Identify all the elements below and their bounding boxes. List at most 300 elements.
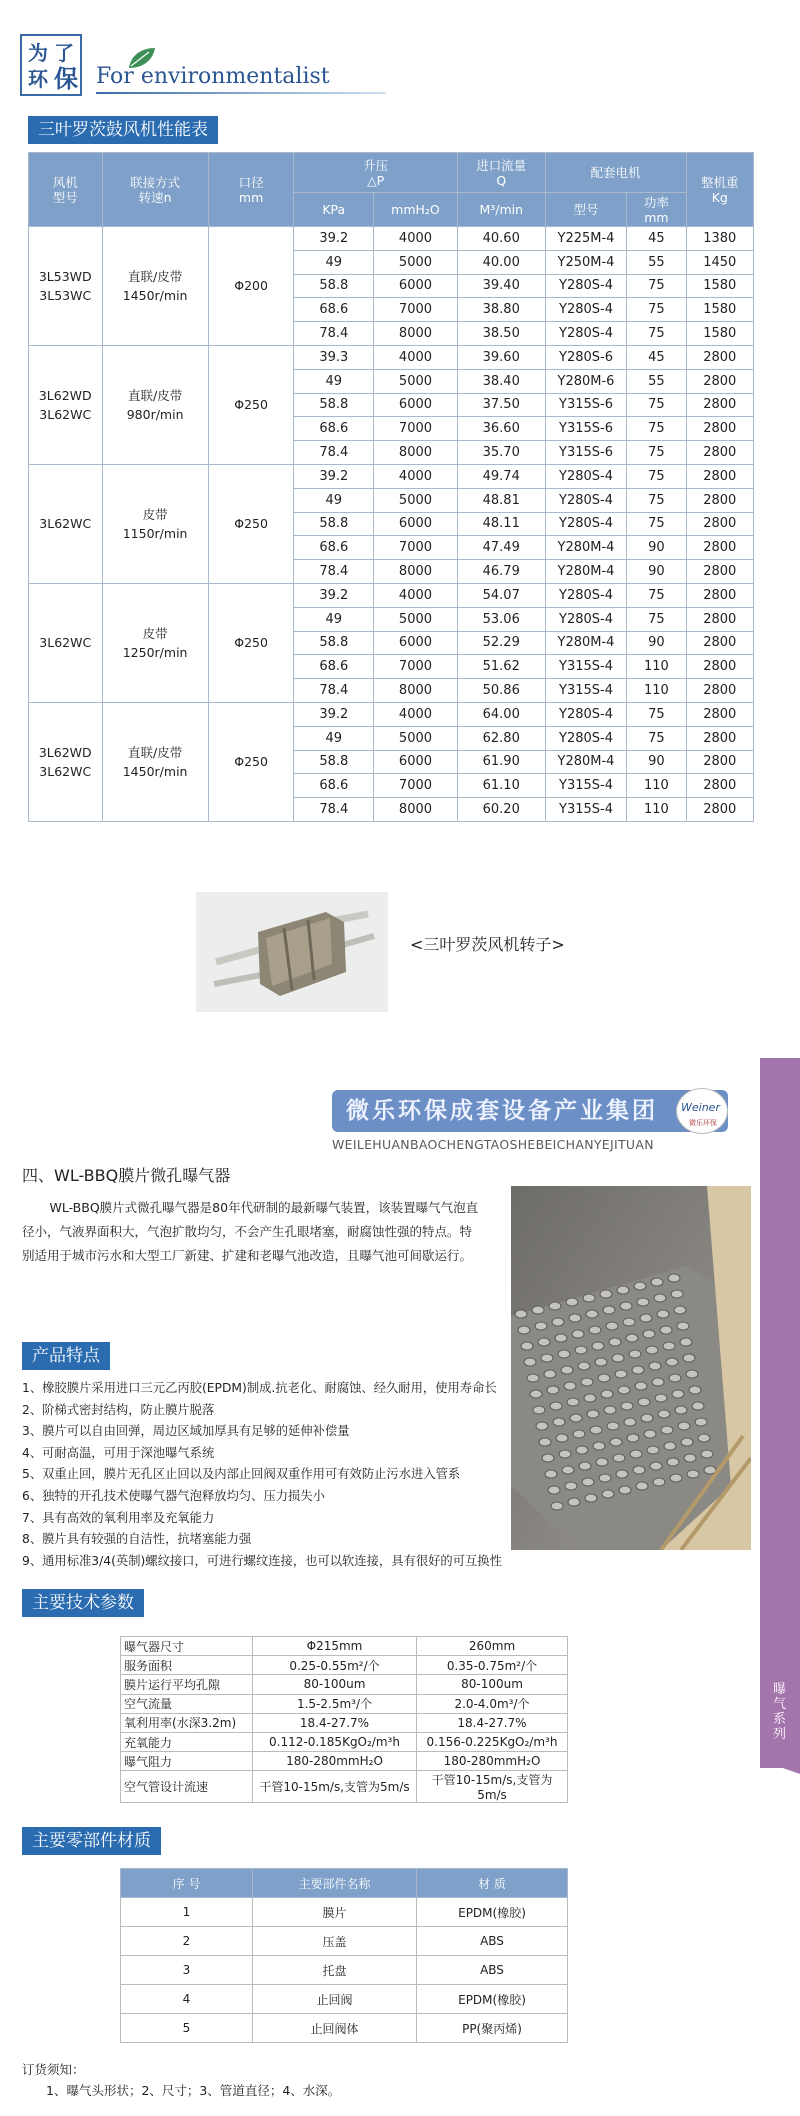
- table-row: [121, 2014, 568, 2043]
- aerator-disk: [660, 1326, 672, 1334]
- table-cell: 2800: [686, 560, 753, 584]
- table-cell: 78.4: [294, 679, 374, 703]
- aerator-disk: [573, 1430, 585, 1438]
- column-header-motor-model: 型号: [545, 193, 627, 227]
- table-cell: 58.8: [294, 750, 374, 774]
- table-cell: 75: [627, 726, 686, 750]
- aerator-disk: [657, 1310, 669, 1318]
- aerator-disk: [658, 1410, 670, 1418]
- side-category-bar: [760, 1058, 800, 1768]
- aerator-disk: [610, 1438, 622, 1446]
- aerator-disk: [561, 1366, 573, 1374]
- table-cell: 61.90: [457, 750, 545, 774]
- aerator-disk: [607, 1422, 619, 1430]
- aerator-disk: [586, 1310, 598, 1318]
- table-cell: 2800: [686, 369, 753, 393]
- logo-char: 为: [28, 41, 48, 65]
- aerator-disk: [646, 1346, 658, 1354]
- table-cell: 4000: [374, 464, 458, 488]
- table-row: [121, 1752, 568, 1771]
- table-cell: Y315S-6: [545, 441, 627, 465]
- aerator-disk: [672, 1390, 684, 1398]
- aerator-disk: [629, 1350, 641, 1358]
- table-cell: 5000: [374, 726, 458, 750]
- table-cell: 90: [627, 631, 686, 655]
- table-cell: Y280S-4: [545, 607, 627, 631]
- performance-table: [28, 152, 754, 822]
- header-text: 功率 mm: [643, 194, 669, 225]
- table-row: [29, 583, 754, 607]
- aerator-disk: [618, 1386, 630, 1394]
- table-cell: 7000: [374, 655, 458, 679]
- table-cell: 55: [627, 250, 686, 274]
- aerator-disk: [596, 1458, 608, 1466]
- table-cell: 49: [294, 607, 374, 631]
- table-cell: 39.3: [294, 345, 374, 369]
- spec-value: 180-280mmH₂O: [253, 1752, 417, 1771]
- table-cell: Y280S-4: [545, 274, 627, 298]
- spec-value: 0.112-0.185KgO₂/m³h: [253, 1732, 417, 1751]
- header-text: 进口流量 Q: [476, 157, 527, 188]
- column-header-index: 序 号: [121, 1869, 253, 1898]
- table-cell: 5000: [374, 607, 458, 631]
- aerator-disk: [604, 1406, 616, 1414]
- aerator-disk: [623, 1318, 635, 1326]
- table-cell: 40.60: [457, 227, 545, 251]
- table-cell: 49.74: [457, 464, 545, 488]
- divider: [96, 92, 386, 94]
- column-header-motor: [545, 153, 686, 193]
- aerator-disk: [581, 1378, 593, 1386]
- header-text: 整机重 Kg: [701, 174, 739, 205]
- table-cell: Y280S-4: [545, 322, 627, 346]
- aerator-disk: [547, 1386, 559, 1394]
- feature-item: 7、具有高效的氧利用率及充氧能力: [22, 1510, 215, 1525]
- table-cell: 2800: [686, 393, 753, 417]
- table-cell: 2800: [686, 607, 753, 631]
- aerator-disk: [542, 1454, 554, 1462]
- performance-table-body: [29, 227, 754, 822]
- table-cell: 78.4: [294, 322, 374, 346]
- table-cell: 止回阀: [253, 1985, 417, 2014]
- table-cell: Y280M-4: [545, 631, 627, 655]
- emblem-sub: 微乐环保: [689, 1119, 717, 1127]
- table-cell: 40.00: [457, 250, 545, 274]
- spec-table: [120, 1636, 568, 1803]
- table-cell: 54.07: [457, 583, 545, 607]
- table-cell: 38.50: [457, 322, 545, 346]
- table-cell: 4: [121, 1985, 253, 2014]
- spec-value: 0.156-0.225KgO₂/m³h: [417, 1732, 568, 1751]
- table-cell: 2800: [686, 345, 753, 369]
- table-cell: Y280S-6: [545, 345, 627, 369]
- table-row: [121, 1656, 568, 1675]
- brand-tagline: For environmentalist: [96, 64, 330, 89]
- table-cell: 90: [627, 560, 686, 584]
- aerator-disk: [583, 1294, 595, 1302]
- aerator-disk: [582, 1478, 594, 1486]
- header-text: 配套电机: [590, 165, 641, 180]
- aerator-disk: [550, 1402, 562, 1410]
- section-title-performance: 三叶罗茨鼓风机性能表: [28, 116, 218, 144]
- header-text: 联接方式 转速n: [130, 174, 181, 205]
- table-cell: 2800: [686, 417, 753, 441]
- aerator-disk: [636, 1482, 648, 1490]
- aerator-disk: [567, 1398, 579, 1406]
- column-header-weight: [686, 153, 753, 227]
- spec-value: 干管10-15m/s,支管为5m/s: [253, 1771, 417, 1803]
- table-cell: 4000: [374, 583, 458, 607]
- aerator-disk: [593, 1442, 605, 1450]
- parts-table: [120, 1868, 568, 2043]
- aerator-disk: [667, 1458, 679, 1466]
- table-cell: 5000: [374, 488, 458, 512]
- table-cell: 2800: [686, 441, 753, 465]
- table-cell: 8000: [374, 560, 458, 584]
- aerator-disk: [617, 1286, 629, 1294]
- aerator-disk: [556, 1434, 568, 1442]
- feature-item: 2、阶梯式密封结构，防止膜片脱落: [22, 1402, 215, 1417]
- table-cell: 110: [627, 774, 686, 798]
- table-cell: 75: [627, 322, 686, 346]
- aerator-disk: [640, 1314, 652, 1322]
- aerator-disk: [606, 1322, 618, 1330]
- table-cell: 39.2: [294, 702, 374, 726]
- section-title-specs: 主要技术参数: [22, 1589, 144, 1617]
- table-cell: 75: [627, 607, 686, 631]
- table-cell: 52.29: [457, 631, 545, 655]
- table-cell: 39.2: [294, 464, 374, 488]
- spec-table-body: [121, 1637, 568, 1803]
- table-cell: Y250M-4: [545, 250, 627, 274]
- table-cell: 60.20: [457, 798, 545, 822]
- table-cell: 5: [121, 2014, 253, 2043]
- table-cell: Y315S-4: [545, 679, 627, 703]
- aerator-disk: [649, 1362, 661, 1370]
- table-cell: 90: [627, 536, 686, 560]
- table-cell: 39.40: [457, 274, 545, 298]
- aerator-disk: [602, 1490, 614, 1498]
- aerator-disk: [684, 1454, 696, 1462]
- aerator-disk: [615, 1370, 627, 1378]
- table-cell: 75: [627, 702, 686, 726]
- parts-table-body: [121, 1898, 568, 2043]
- aerator-disk: [551, 1502, 563, 1510]
- brand-logo: [20, 34, 82, 96]
- table-cell: 6000: [374, 274, 458, 298]
- table-cell: 2800: [686, 464, 753, 488]
- aerator-disk: [686, 1370, 698, 1378]
- side-category-label: 曝气系列: [773, 1682, 787, 1742]
- table-cell: 75: [627, 393, 686, 417]
- table-cell: 2800: [686, 488, 753, 512]
- aerator-disk: [681, 1438, 693, 1446]
- table-cell: 90: [627, 750, 686, 774]
- table-cell: 55: [627, 369, 686, 393]
- table-cell: 2800: [686, 750, 753, 774]
- column-header-material: 材 质: [417, 1869, 568, 1898]
- column-header-drive: [102, 153, 208, 227]
- table-cell: 36.60: [457, 417, 545, 441]
- cell-bore: Φ200: [208, 227, 294, 346]
- table-cell: 75: [627, 488, 686, 512]
- aerator-disk: [539, 1438, 551, 1446]
- aerator-disk: [532, 1306, 544, 1314]
- aerator-disk: [654, 1294, 666, 1302]
- table-cell: 2800: [686, 679, 753, 703]
- table-row: [29, 464, 754, 488]
- table-cell: 2800: [686, 702, 753, 726]
- table-row: [121, 1985, 568, 2014]
- spec-value: 干管10-15m/s,支管为5m/s: [417, 1771, 568, 1803]
- aerator-disk: [620, 1302, 632, 1310]
- aerator-disk: [545, 1470, 557, 1478]
- table-cell: 53.06: [457, 607, 545, 631]
- spec-value: 180-280mmH₂O: [417, 1752, 568, 1771]
- spec-label: 曝气阻力: [121, 1752, 253, 1771]
- column-header-model: [29, 153, 103, 227]
- aerator-disk: [630, 1450, 642, 1458]
- table-cell: 7000: [374, 417, 458, 441]
- aerator-disk: [592, 1342, 604, 1350]
- aerator-disk: [584, 1394, 596, 1402]
- aerator-disk: [641, 1414, 653, 1422]
- column-header-flow-unit: M³/min: [457, 193, 545, 227]
- group-banner: 微乐环保成套设备产业集团: [332, 1090, 728, 1132]
- table-cell: 6000: [374, 393, 458, 417]
- section-title-features: 产品特点: [22, 1342, 110, 1370]
- table-cell: Y315S-4: [545, 798, 627, 822]
- table-row: [121, 1898, 568, 1927]
- cell-model: 3L62WC: [29, 464, 103, 583]
- table-cell: 46.79: [457, 560, 545, 584]
- table-cell: Y280S-4: [545, 702, 627, 726]
- logo-char: 了: [54, 41, 74, 65]
- aerator-disk: [663, 1342, 675, 1350]
- aerator-disk: [668, 1274, 680, 1282]
- aerator-disk: [644, 1430, 656, 1438]
- aerator-disk: [627, 1434, 639, 1442]
- aerator-disk: [671, 1290, 683, 1298]
- table-cell: 75: [627, 583, 686, 607]
- aerator-disk: [589, 1326, 601, 1334]
- aerator-disk: [689, 1386, 701, 1394]
- table-cell: ABS: [417, 1956, 568, 1985]
- aerator-disk: [565, 1482, 577, 1490]
- table-cell: 58.8: [294, 393, 374, 417]
- table-cell: 68.6: [294, 417, 374, 441]
- spec-label: 服务面积: [121, 1656, 253, 1675]
- aerator-disk: [633, 1466, 645, 1474]
- aerator-disk: [603, 1306, 615, 1314]
- aerator-disk: [626, 1334, 638, 1342]
- table-cell: 4000: [374, 345, 458, 369]
- column-header-kpa: KPa: [294, 193, 374, 227]
- table-cell: 75: [627, 441, 686, 465]
- aerator-disk: [634, 1282, 646, 1290]
- aerator-disk: [677, 1322, 689, 1330]
- table-cell: 58.8: [294, 274, 374, 298]
- table-cell: 75: [627, 298, 686, 322]
- table-cell: 2: [121, 1927, 253, 1956]
- cell-drive: 直联/皮带 1450r/min: [102, 702, 208, 821]
- table-row: [121, 1732, 568, 1751]
- table-cell: 2800: [686, 798, 753, 822]
- header-text: 风机 型号: [52, 174, 78, 205]
- table-cell: 2800: [686, 655, 753, 679]
- table-row: [121, 1675, 568, 1694]
- logo-char: 环: [28, 67, 48, 91]
- column-header-power: [627, 193, 686, 227]
- aerator-disk: [695, 1418, 707, 1426]
- table-cell: 61.10: [457, 774, 545, 798]
- table-cell: 1580: [686, 322, 753, 346]
- table-cell: 110: [627, 679, 686, 703]
- table-cell: 2800: [686, 774, 753, 798]
- aerator-disk: [598, 1374, 610, 1382]
- table-cell: 48.81: [457, 488, 545, 512]
- spec-value: 80-100um: [253, 1675, 417, 1694]
- feature-item: 3、膜片可以自由回弹，周边区域加厚具有足够的延伸补偿量: [22, 1424, 350, 1439]
- feature-item: 9、通用标准3/4(英制)螺纹接口，可进行螺纹连接，也可以软连接，具有很好的可互换性: [22, 1553, 502, 1568]
- aerator-disk: [575, 1346, 587, 1354]
- feature-item: 4、可耐高温，可用于深池曝气系统: [22, 1445, 215, 1460]
- rotor-caption: <三叶罗茨风机转子>: [410, 935, 565, 954]
- table-cell: Y225M-4: [545, 227, 627, 251]
- table-cell: 58.8: [294, 631, 374, 655]
- table-cell: 6000: [374, 631, 458, 655]
- spec-label: 空气流量: [121, 1694, 253, 1713]
- aerator-disk: [661, 1426, 673, 1434]
- aerator-disk: [562, 1466, 574, 1474]
- column-header-flow: [457, 153, 545, 193]
- table-row: [29, 345, 754, 369]
- table-row: [121, 1771, 568, 1803]
- table-cell: 38.40: [457, 369, 545, 393]
- aerator-disk: [552, 1318, 564, 1326]
- table-cell: 49: [294, 250, 374, 274]
- table-cell: Y280M-6: [545, 369, 627, 393]
- table-cell: 75: [627, 274, 686, 298]
- aerator-disk: [568, 1498, 580, 1506]
- table-cell: 6000: [374, 512, 458, 536]
- table-cell: 2800: [686, 726, 753, 750]
- table-cell: 1580: [686, 298, 753, 322]
- table-cell: 62.80: [457, 726, 545, 750]
- table-cell: 78.4: [294, 560, 374, 584]
- aerator-disk: [653, 1478, 665, 1486]
- table-cell: 2800: [686, 512, 753, 536]
- table-cell: 45: [627, 227, 686, 251]
- table-cell: Y280M-4: [545, 536, 627, 560]
- spec-label: 空气管设计流速: [121, 1771, 253, 1803]
- table-cell: Y280M-4: [545, 560, 627, 584]
- aerator-disk: [687, 1470, 699, 1478]
- group-emblem: [676, 1088, 728, 1134]
- table-cell: 35.70: [457, 441, 545, 465]
- table-cell: Y280S-4: [545, 512, 627, 536]
- table-row: [121, 1713, 568, 1732]
- aerator-disk: [619, 1486, 631, 1494]
- table-cell: 64.00: [457, 702, 545, 726]
- table-cell: 68.6: [294, 774, 374, 798]
- table-cell: 5000: [374, 250, 458, 274]
- table-cell: 托盘: [253, 1956, 417, 1985]
- feature-item: 6、独特的开孔技术使曝气器气泡释放均匀、压力损失小: [22, 1488, 325, 1503]
- column-header-part: 主要部件名称: [253, 1869, 417, 1898]
- aerator-disk: [655, 1394, 667, 1402]
- aerator-disk: [524, 1358, 536, 1366]
- feature-item: 5、双重止回，膜片无孔区止回以及内部止回阀双重作用可有效防止污水进入管系: [22, 1467, 461, 1482]
- feature-item: 1、橡胶膜片采用进口三元乙丙胶(EPDM)制成.抗老化、耐腐蚀、经久耐用，使用寿命长: [22, 1381, 497, 1395]
- table-cell: Y315S-6: [545, 417, 627, 441]
- aerator-disk: [585, 1494, 597, 1502]
- table-cell: 5000: [374, 369, 458, 393]
- aerator-disk: [572, 1330, 584, 1338]
- table-row: [29, 227, 754, 251]
- cell-drive: 皮带 1150r/min: [102, 464, 208, 583]
- table-cell: 1450: [686, 250, 753, 274]
- aerator-disk: [518, 1326, 530, 1334]
- table-cell: 58.8: [294, 512, 374, 536]
- side-bar-tip: [760, 1760, 800, 1774]
- cell-model: 3L62WC: [29, 583, 103, 702]
- aerator-disk: [621, 1402, 633, 1410]
- cell-bore: Φ250: [208, 583, 294, 702]
- table-cell: 7000: [374, 298, 458, 322]
- table-cell: 4000: [374, 227, 458, 251]
- table-cell: 1: [121, 1898, 253, 1927]
- aerator-disk: [536, 1422, 548, 1430]
- table-cell: 49: [294, 488, 374, 512]
- aerator-disk: [683, 1354, 695, 1362]
- aerator-disk: [638, 1398, 650, 1406]
- product-title: 四、WL-BBQ膜片微孔曝气器: [22, 1166, 231, 1185]
- table-row: [121, 1956, 568, 1985]
- aerator-disk: [590, 1426, 602, 1434]
- feature-list: [22, 1378, 512, 1572]
- spec-value: 260mm: [417, 1637, 568, 1656]
- table-cell: 2800: [686, 631, 753, 655]
- table-cell: 68.6: [294, 536, 374, 560]
- table-cell: 37.50: [457, 393, 545, 417]
- aerator-disk: [527, 1374, 539, 1382]
- spec-label: 氧利用率(水深3.2m): [121, 1713, 253, 1732]
- table-cell: 3: [121, 1956, 253, 1985]
- aerator-disk: [612, 1354, 624, 1362]
- header-text: 升压 △P: [363, 157, 389, 188]
- header-text: 口径 mm: [238, 174, 264, 205]
- spec-label: 曝气器尺寸: [121, 1637, 253, 1656]
- table-cell: ABS: [417, 1927, 568, 1956]
- table-cell: 2800: [686, 536, 753, 560]
- spec-value: 0.25-0.55m²/个: [253, 1656, 417, 1675]
- product-intro: WL-BBQ膜片式微孔曝气器是80年代研制的最新曝气装置，该装置曝气气泡直径小，气液界面积大，气泡扩散均匀，不会产生孔眼堵塞，耐腐蚀性强的特点。特别适用于城市污水和大型工厂新建、扩建和老曝气池改造，且曝气池可间歇运行。: [22, 1200, 479, 1263]
- aerator-disk: [559, 1450, 571, 1458]
- cell-drive: 直联/皮带 1450r/min: [102, 227, 208, 346]
- rotor-photo: [196, 892, 388, 1012]
- table-cell: 8000: [374, 322, 458, 346]
- aerator-disk: [566, 1298, 578, 1306]
- section-title-parts: 主要零部件材质: [22, 1827, 161, 1855]
- table-cell: 39.60: [457, 345, 545, 369]
- table-cell: 4000: [374, 702, 458, 726]
- aerator-disk: [558, 1350, 570, 1358]
- table-cell: 1580: [686, 274, 753, 298]
- aerator-disk: [538, 1338, 550, 1346]
- table-cell: 8000: [374, 798, 458, 822]
- table-cell: Y280S-4: [545, 488, 627, 512]
